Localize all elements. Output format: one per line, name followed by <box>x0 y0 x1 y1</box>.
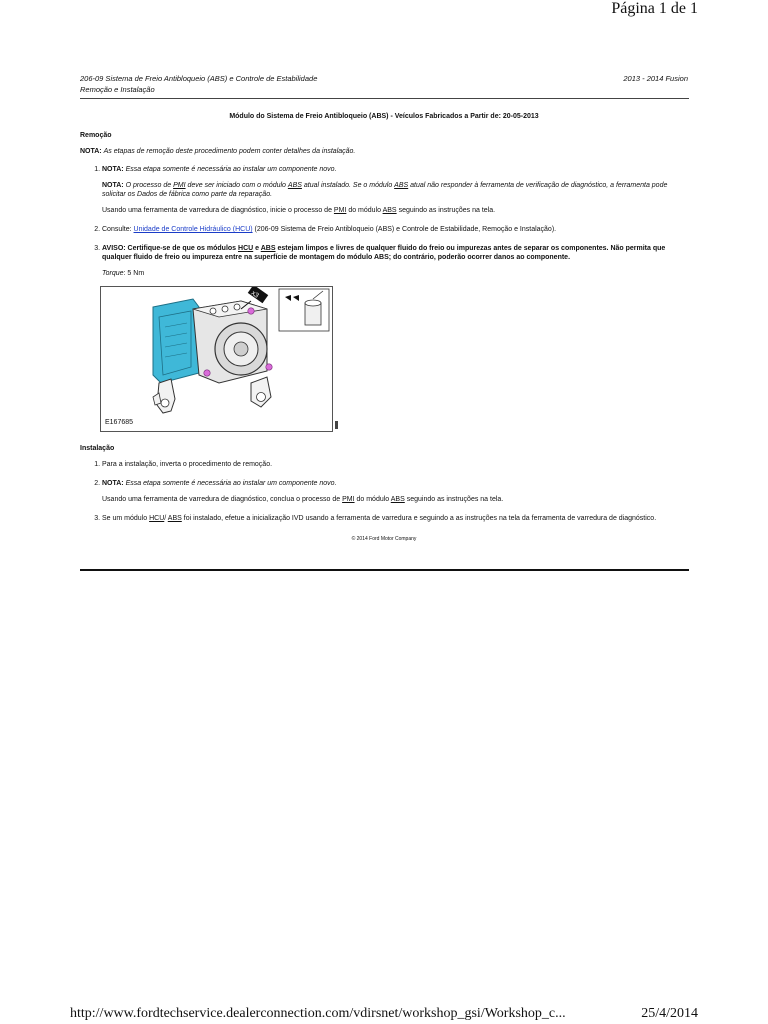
step-note-pmi: NOTA: O processo de PMI deve ser iniciado com o módulo ABS atual instalado. Se o módulo ABS atual não responder à ferramenta de verificação de diagnóstico, a ferramenta pode solicitar os Dados de fábrica como parte da reparação. <box>102 182 668 198</box>
pmi-term[interactable]: PMI <box>333 207 347 214</box>
abs-term[interactable]: ABS <box>167 515 182 522</box>
header-procedure-type: Remoção e Instalação <box>80 85 155 94</box>
installation-step-1: 1. Para a instalação, inverta o procedimento de remoção. <box>102 460 688 469</box>
removal-step-1 <box>102 165 688 215</box>
removal-note <box>80 147 688 156</box>
abs-term[interactable]: ABS <box>260 245 276 252</box>
pmi-term[interactable]: PMI <box>342 496 355 503</box>
torque-label: Torque <box>102 270 124 277</box>
installation-step-3: 3. Se um módulo HCU/ ABS foi instalado, efetue a inicialização IVD usando a ferramenta de varredura e seguindo a as instruções na tela da ferramenta de varredura de diagnóstico. <box>102 514 688 523</box>
abs-term[interactable]: ABS <box>394 182 409 189</box>
document-body <box>80 112 688 544</box>
abs-module-drawing <box>101 287 332 431</box>
pmi-term[interactable]: PMI <box>173 182 186 189</box>
print-date: 25/4/2014 <box>641 1006 698 1021</box>
figure-label: E167685 <box>105 419 134 426</box>
torque-value: : 5 Nm <box>123 270 145 277</box>
installation-heading: Instalação <box>80 445 115 452</box>
hcu-procedure-link[interactable]: Unidade de Controle Hidráulico (HCU) <box>133 226 253 233</box>
removal-step-3 <box>102 244 688 432</box>
step-note: 1. NOTA: Essa etapa somente é necessária ao instalar um componente novo. <box>102 166 337 173</box>
note-label: NOTA: <box>80 148 102 155</box>
step-instruction: Usando uma ferramenta de varredura de diagnóstico, inicie o processo de PMI do módulo ABS seguindo as instruções na tela. <box>102 207 496 214</box>
removal-step-2: 2. Consulte: Unidade de Controle Hidráulico (HCU) (206-09 Sistema de Freio Antibloqueio (ABS) e Controle de Estabilidade, Remoção e Instalação). <box>102 225 688 234</box>
step-instruction: Usando uma ferramenta de varredura de diagnóstico, conclua o processo de PMI do módulo ABS seguindo as instruções na tela. <box>102 496 504 503</box>
installation-step-2 <box>102 479 688 504</box>
note-text: As etapas de remoção deste procedimento podem conter detalhes da instalação. <box>103 148 356 155</box>
quantity-badge: x3 <box>249 289 260 300</box>
document-header <box>80 73 688 95</box>
header-divider <box>80 98 689 99</box>
hcu-term[interactable]: HCU <box>149 515 165 522</box>
torque-spec <box>102 269 688 278</box>
footer-divider <box>80 569 689 571</box>
procedure-title: Módulo do Sistema de Freio Antibloqueio (ABS) - Veículos Fabricados a Partir de: 20-05-2013 <box>229 113 539 120</box>
installation-steps <box>80 460 688 523</box>
figure-scroll-marker <box>335 421 338 429</box>
page-number: Página 1 de 1 <box>611 0 698 17</box>
copyright-notice: © 2014 Ford Motor Company <box>351 536 417 542</box>
abs-term[interactable]: ABS <box>287 182 302 189</box>
header-model-years: 2013 - 2014 Fusion <box>623 74 688 83</box>
removal-steps <box>80 165 688 432</box>
header-section-title: 206-09 Sistema de Freio Antibloqueio (ABS) e Controle de Estabilidade <box>80 74 318 83</box>
warning-text: 3. AVISO: Certifique-se de que os módulos HCU e ABS estejam limpos e livres de qualquer fluido do freio ou impurezas antes de separar os componentes. Não permita que qualquer fluido de freio ou impureza entre na superfície de montagem do módulo ABS; do contrário, poderão ocorrer danos ao componente. <box>102 245 666 261</box>
abs-term[interactable]: ABS <box>382 207 397 214</box>
removal-heading: Remoção <box>80 132 112 139</box>
abs-term[interactable]: ABS <box>390 496 405 503</box>
hcu-term[interactable]: HCU <box>238 245 254 252</box>
print-url: http://www.fordtechservice.dealerconnection.com/vdirsnet/workshop_gsi/Workshop_c... <box>70 1006 566 1021</box>
abs-module-illustration <box>100 286 333 432</box>
step-note: 2. NOTA: Essa etapa somente é necessária ao instalar um componente novo. <box>102 480 337 487</box>
